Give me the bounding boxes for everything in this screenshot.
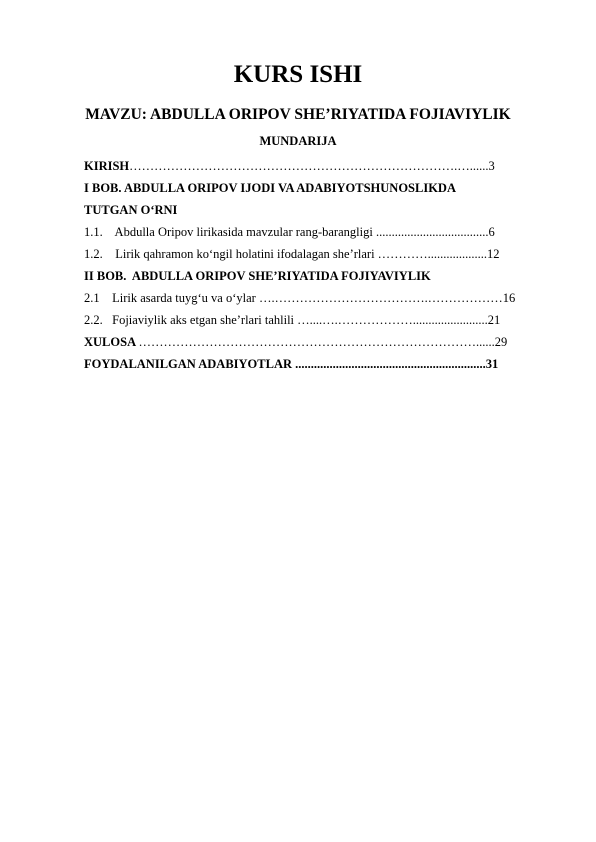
toc-entry-text: 2.2. Fojiaviylik aks etgan she’rlari tahlili: [84, 313, 298, 327]
toc-leader-dots: ….……………………………….………………: [258, 291, 503, 305]
toc-entry-1-2: [84, 243, 555, 265]
toc-entry-chapter-1-cont: [84, 199, 555, 221]
toc-page-number: 16: [502, 291, 516, 305]
toc-entry-text: I BOB. ABDULLA ORIPOV IJODI VA ADABIYOTSHUNOSLIKDA: [84, 181, 456, 195]
toc-leader-dots: ....................................: [375, 225, 489, 239]
table-of-contents: [84, 155, 555, 375]
document-subtitle: MAVZU: ABDULLA ORIPOV SHE’RIYATIDA FOJIAVIYLIK: [85, 106, 511, 123]
toc-entry-text: 1.1. Abdulla Oripov lirikasida mavzular rang-barangligi: [84, 225, 376, 239]
toc-entry-text: 2.1 Lirik asarda tuyg‘u va o‘ylar: [84, 291, 259, 305]
toc-leader-dots: …………………………………………………………………….…......: [129, 159, 489, 173]
toc-leader-dots: …………...................: [377, 247, 488, 261]
toc-entry-chapter-2: [84, 265, 555, 287]
toc-leader-dots: ………………………………………………………………………......: [138, 335, 495, 349]
toc-page-number: 3: [488, 159, 495, 173]
toc-page-number: 12: [487, 247, 500, 261]
toc-entry-kirish: [84, 155, 555, 177]
toc-entry-text: TUTGAN O‘RNI: [84, 203, 178, 217]
toc-leader-dots: .............................................................: [295, 357, 486, 371]
toc-page-number: 29: [494, 335, 508, 349]
contents-heading: MUNDARIJA: [259, 134, 337, 148]
toc-entry-text: FOYDALANILGAN ADABIYOTLAR: [84, 357, 296, 371]
toc-page-number: 21: [487, 313, 501, 327]
toc-entry-2-2: [84, 309, 555, 331]
toc-leader-dots: …....….………………........................: [297, 313, 488, 327]
toc-page-number: 6: [488, 225, 495, 239]
toc-entry-adabiyotlar: [84, 353, 555, 375]
toc-entry-xulosa: [84, 331, 555, 353]
toc-entry-text: XULOSA: [84, 335, 139, 349]
toc-entry-text: KIRISH: [84, 159, 130, 173]
toc-page-number: 31: [485, 357, 499, 371]
toc-entry-2-1: [84, 287, 555, 309]
document-title: KURS ISHI: [233, 61, 363, 88]
toc-entry-text: II BOB. ABDULLA ORIPOV SHE’RIYATIDA FOJIYAVIYLIK: [84, 269, 431, 283]
toc-entry-chapter-1: [84, 177, 555, 199]
toc-entry-1-1: [84, 221, 555, 243]
toc-entry-text: 1.2. Lirik qahramon ko‘ngil holatini ifodalagan she’rlari: [84, 247, 378, 261]
